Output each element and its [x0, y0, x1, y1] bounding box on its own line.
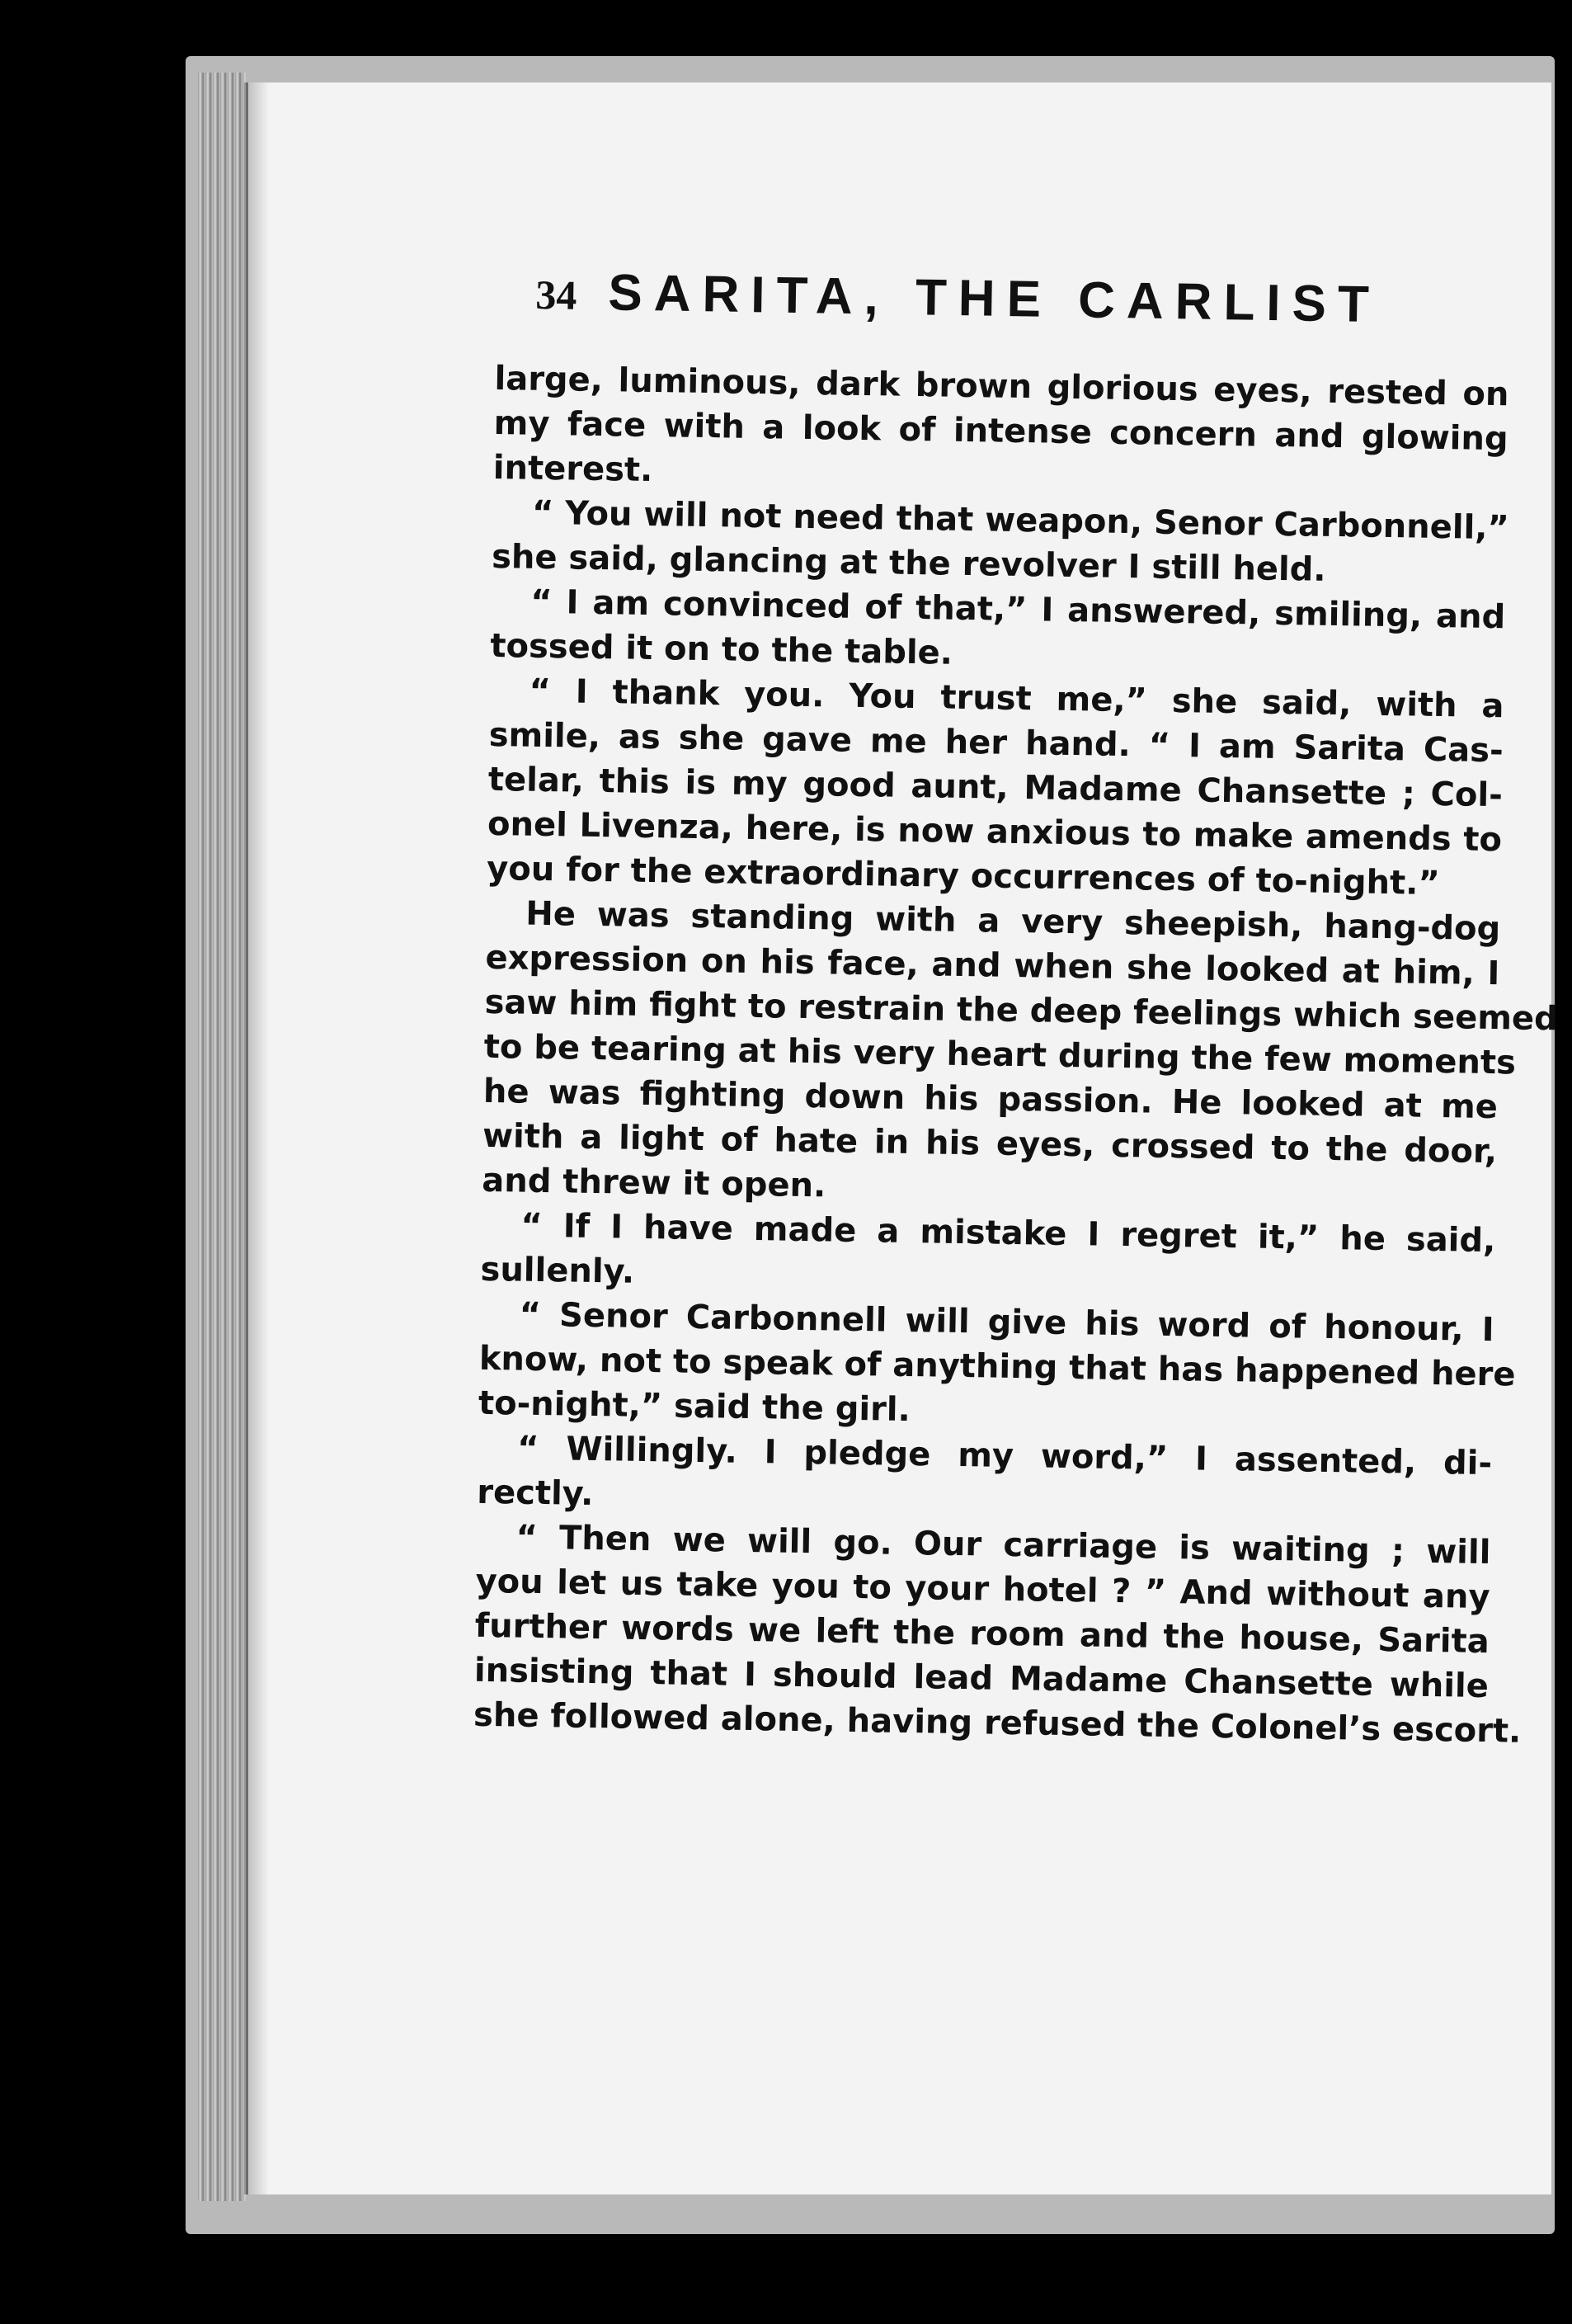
- text-line: know, not to speak of anything that has happened here: [478, 1339, 1516, 1394]
- text-line: onel Livenza, here, is now anxious to make amends to: [487, 804, 1503, 860]
- text-line: “ Willingly. I pledge my word,” I assented, di-: [516, 1429, 1493, 1483]
- text-line: further words we left the room and the house, Sarita: [474, 1606, 1490, 1662]
- text-line: she said, glancing at the revolver I still held.: [491, 537, 1326, 589]
- text-line: insisting that I should lead Madame Chansette while: [473, 1651, 1490, 1706]
- text-line: “ I thank you. You trust me,” she said, with a: [529, 672, 1504, 726]
- text-line: to-night,” said the girl.: [478, 1384, 911, 1430]
- text-line: interest.: [492, 448, 653, 490]
- page-stack-edge: [198, 73, 246, 2201]
- text-line: tossed it on to the table.: [490, 626, 953, 672]
- text-line: “ Senor Carbonnell will give his word of honour, I: [519, 1295, 1494, 1350]
- text-line: sullenly.: [480, 1250, 635, 1291]
- text-line: you for the extraordinary occurrences of to-night.”: [486, 849, 1441, 903]
- text-line: “ I am convinced of that,” I answered, smiling, and: [529, 582, 1506, 637]
- text-line: “ If I have made a mistake I regret it,” he said,: [520, 1206, 1496, 1261]
- text-line: smile, as she gave me her hand. “ I am Sarita Cas-: [488, 715, 1504, 771]
- text-line: she followed alone, having refused the Colonel’s escort.: [473, 1695, 1522, 1751]
- text-line: you let us take you to your hotel ? ” And without any: [475, 1562, 1490, 1617]
- text-line: large, luminous, dark brown glorious eyes, rested on: [494, 359, 1509, 414]
- text-line: expression on his face, and when she looked at him, I: [485, 938, 1500, 993]
- gutter-shadow: [244, 82, 269, 2194]
- text-line: “ Then we will go. Our carriage is waiting ; will: [515, 1518, 1491, 1572]
- text-line: He was standing with a very sheepish, hang-dog: [525, 894, 1501, 949]
- text-line: to be tearing at his very heart during the few moments: [483, 1027, 1517, 1082]
- book-title: SARITA, THE CARLIST: [607, 264, 1381, 334]
- text-line: “ You will not need that weapon, Senor Carbonnell,”: [531, 493, 1510, 548]
- body-text: [473, 356, 1559, 1753]
- text-line: with a light of hate in his eyes, crossed to the door,: [482, 1116, 1498, 1171]
- text-line: and threw it open.: [481, 1161, 826, 1205]
- text-line: saw him fight to restrain the deep feelings which seemed: [484, 983, 1559, 1039]
- text-line: rectly.: [477, 1473, 594, 1514]
- text-line: he was fighting down his passion. He looked at me: [482, 1072, 1499, 1127]
- text-line: telar, this is my good aunt, Madame Chansette ; Col-: [487, 760, 1504, 815]
- page-number: 34: [534, 271, 577, 318]
- text-line: my face with a look of intense concern and glowing: [493, 403, 1508, 459]
